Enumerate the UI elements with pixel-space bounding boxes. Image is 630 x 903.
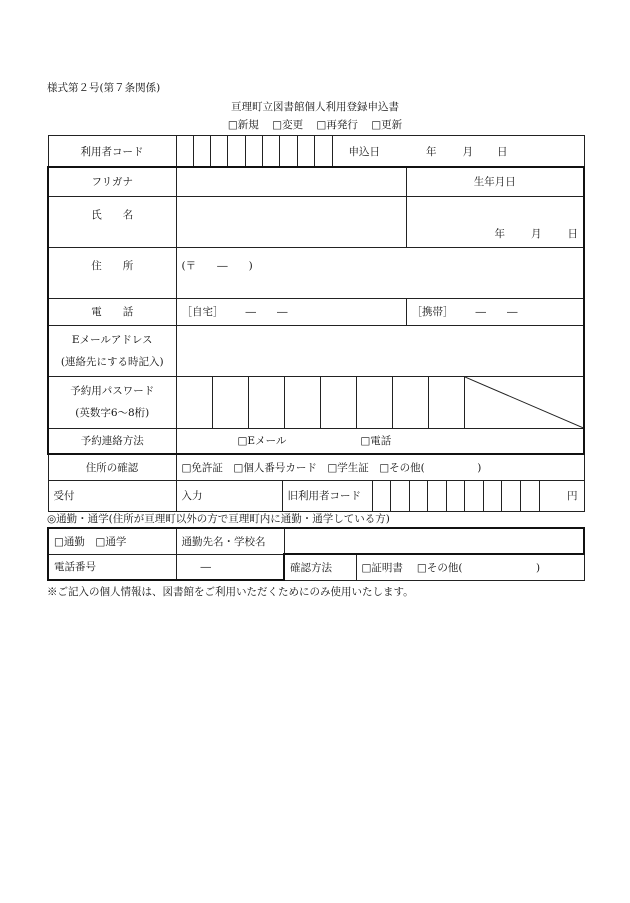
- birthdate-label: 生年月日: [406, 167, 584, 196]
- apply-day-label: 日: [497, 145, 508, 158]
- password-unused-cell: [465, 377, 584, 428]
- option-change[interactable]: □変更: [272, 119, 304, 131]
- home-dashes: ― ―: [245, 306, 288, 318]
- password-label: [48, 376, 176, 428]
- name-input[interactable]: [176, 196, 406, 247]
- workplace-label: 通勤先名・学校名: [176, 528, 284, 554]
- email-input[interactable]: [176, 325, 584, 376]
- verify-other-option[interactable]: □その他( ): [416, 561, 541, 574]
- commute-heading: ◎通勤・通学(住所が亘理町以外の方で亘理町内に通勤・通学している方): [47, 513, 390, 525]
- email-label: [48, 325, 176, 376]
- option-renew[interactable]: □更新: [371, 119, 403, 131]
- verify-options: [356, 554, 584, 580]
- user-code-cells[interactable]: [177, 136, 332, 166]
- name-label: 氏 名: [48, 196, 176, 247]
- commute-phone-input[interactable]: [176, 554, 284, 580]
- home-phone-input[interactable]: [176, 298, 406, 325]
- reception-label: 受付: [53, 490, 75, 502]
- contact-method-label: 予約連絡方法: [48, 428, 176, 454]
- furigana-label: フリガナ: [48, 167, 176, 196]
- registration-type-options: [0, 117, 630, 132]
- input-cell[interactable]: [177, 481, 283, 511]
- user-code-row: [176, 136, 584, 168]
- diagonal-line: [465, 377, 584, 428]
- password-cells[interactable]: [177, 377, 465, 428]
- form-title: 亘理町立図書館個人利用登録申込書: [231, 101, 399, 113]
- contact-method-options: [176, 428, 584, 454]
- option-reissue[interactable]: □再発行: [316, 119, 358, 131]
- user-code-label: 利用者コード: [48, 136, 176, 168]
- mobile-dashes: ― ―: [475, 306, 518, 318]
- password-label-line2: (英数字6～8桁): [75, 407, 150, 419]
- reception-cell[interactable]: [48, 480, 176, 511]
- option-new[interactable]: □新規: [227, 119, 259, 131]
- verify-certificate-option[interactable]: □証明書: [361, 561, 403, 574]
- privacy-note: ※ご記入の個人情報は、図書館をご利用いただくためにのみ使用いたします。: [47, 586, 414, 598]
- furigana-input[interactable]: [176, 167, 406, 196]
- contact-email-option[interactable]: □Eメール: [237, 435, 287, 448]
- fee-cell[interactable]: [540, 481, 584, 511]
- email-label-line2: (連絡先にする時記入): [60, 355, 164, 368]
- address-check-label: 住所の確認: [48, 454, 176, 480]
- verify-label: 確認方法: [284, 554, 356, 580]
- old-code-label: 旧利用者コード: [283, 481, 373, 511]
- address-input[interactable]: [176, 247, 584, 298]
- commute-table: [47, 527, 585, 581]
- birthdate-input[interactable]: [406, 196, 584, 247]
- apply-date[interactable]: [332, 136, 584, 166]
- mobile-phone-input[interactable]: [406, 298, 584, 325]
- password-row: [176, 376, 584, 428]
- address-label: 住 所: [48, 247, 176, 298]
- mobile-label: ［携帯］: [411, 306, 454, 318]
- commute-type-options[interactable]: □通勤 □通学: [48, 528, 176, 554]
- address-check-options[interactable]: □免許証 □個人番号カード □学生証 □その他( ): [176, 454, 584, 480]
- old-code-cells[interactable]: [373, 481, 540, 511]
- form-number: 様式第２号(第７条関係): [47, 82, 161, 94]
- email-label-line1: Eメールアドレス: [71, 333, 153, 346]
- home-label: ［自宅］: [181, 306, 224, 318]
- birth-year-label: 年: [494, 227, 505, 240]
- registration-table: [47, 135, 585, 512]
- input-label: 入力: [181, 490, 203, 502]
- input-row: [176, 480, 584, 511]
- workplace-input[interactable]: [284, 528, 584, 554]
- apply-date-label: 申込日: [348, 145, 380, 158]
- commute-phone-label: 電話番号: [48, 554, 176, 580]
- birth-day-label: 日: [567, 227, 578, 240]
- postal-code-field: (〒 ― ): [181, 259, 253, 272]
- password-label-line1: 予約用パスワード: [70, 385, 155, 397]
- yen-label: 円: [567, 490, 578, 502]
- phone-label: 電 話: [48, 298, 176, 325]
- apply-year-label: 年: [426, 145, 437, 158]
- birth-month-label: 月: [531, 227, 542, 240]
- apply-month-label: 月: [462, 145, 473, 158]
- commute-phone-dash: ―: [200, 560, 211, 573]
- contact-phone-option[interactable]: □電話: [360, 435, 392, 448]
